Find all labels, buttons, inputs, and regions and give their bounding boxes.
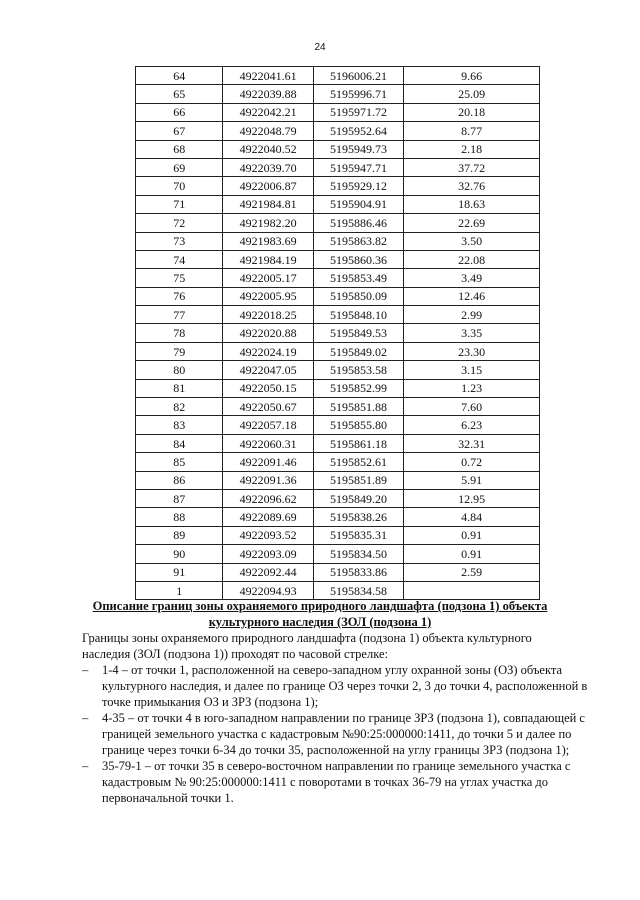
x-coordinate-cell: 4922047.05	[223, 361, 313, 379]
y-coordinate-cell: 5196006.21	[313, 67, 403, 85]
distance-cell: 23.30	[404, 342, 540, 360]
point-number-cell: 64	[136, 67, 223, 85]
point-number-cell: 89	[136, 526, 223, 544]
distance-cell: 22.69	[404, 214, 540, 232]
distance-cell: 25.09	[404, 85, 540, 103]
x-coordinate-cell: 4922092.44	[223, 563, 313, 581]
x-coordinate-cell: 4922005.17	[223, 269, 313, 287]
distance-cell: 4.84	[404, 508, 540, 526]
distance-cell: 3.50	[404, 232, 540, 250]
point-number-cell: 84	[136, 434, 223, 452]
coordinates-table-body	[136, 67, 540, 600]
distance-cell: 8.77	[404, 122, 540, 140]
point-number-cell: 79	[136, 342, 223, 360]
point-number-cell: 87	[136, 489, 223, 507]
table-row	[136, 214, 540, 232]
point-number-cell: 66	[136, 103, 223, 121]
distance-cell: 12.95	[404, 489, 540, 507]
y-coordinate-cell: 5195852.99	[313, 379, 403, 397]
section-heading-line-2: культурного наследия (ЗОЛ (подзона 1)	[208, 615, 432, 629]
y-coordinate-cell: 5195861.18	[313, 434, 403, 452]
point-number-cell: 77	[136, 306, 223, 324]
y-coordinate-cell: 5195853.49	[313, 269, 403, 287]
list-item-text: 1-4 – от точки 1, расположенной на северо-западном углу охранной зоны (ОЗ) объекта культурного наследия, и далее по границе ОЗ через точки 2, 3 до точки 4, расположенной в точке примыкания ОЗ и ЗРЗ (подзона 1);	[102, 663, 588, 709]
x-coordinate-cell: 4922005.95	[223, 287, 313, 305]
point-number-cell: 75	[136, 269, 223, 287]
x-coordinate-cell: 4921983.69	[223, 232, 313, 250]
y-coordinate-cell: 5195886.46	[313, 214, 403, 232]
distance-cell: 18.63	[404, 195, 540, 213]
distance-cell: 2.99	[404, 306, 540, 324]
table-row	[136, 416, 540, 434]
y-coordinate-cell: 5195863.82	[313, 232, 403, 250]
y-coordinate-cell: 5195852.61	[313, 453, 403, 471]
point-number-cell: 1	[136, 581, 223, 599]
list-item-text: 35-79-1 – от точки 35 в северо-восточном направлении по границе земельного участка с кадастровым № 90:25:000000:1411 с поворотами в точках 36-79 на углах участка до первоначальной точки 1.	[102, 759, 571, 805]
y-coordinate-cell: 5195848.10	[313, 306, 403, 324]
point-number-cell: 90	[136, 545, 223, 563]
x-coordinate-cell: 4922050.15	[223, 379, 313, 397]
point-number-cell: 67	[136, 122, 223, 140]
point-number-cell: 74	[136, 250, 223, 268]
table-row	[136, 342, 540, 360]
distance-cell: 9.66	[404, 67, 540, 85]
distance-cell: 22.08	[404, 250, 540, 268]
x-coordinate-cell: 4922041.61	[223, 67, 313, 85]
y-coordinate-cell: 5195851.88	[313, 398, 403, 416]
distance-cell: 12.46	[404, 287, 540, 305]
x-coordinate-cell: 4922020.88	[223, 324, 313, 342]
table-row	[136, 232, 540, 250]
page-number: 24	[314, 42, 326, 53]
y-coordinate-cell: 5195850.09	[313, 287, 403, 305]
distance-cell: 0.91	[404, 545, 540, 563]
table-row	[136, 269, 540, 287]
point-number-cell: 83	[136, 416, 223, 434]
y-coordinate-cell: 5195855.80	[313, 416, 403, 434]
point-number-cell: 73	[136, 232, 223, 250]
list-item-text: 4-35 – от точки 4 в юго-западном направлении по границе ЗРЗ (подзона 1), совпадающей с границей земельного участка с кадастровым №90:25:000000:1411, до точки 5 и далее по границе через точки 6-34 до точки 35, расположенной на углу границы ЗРЗ (подзона 1);	[102, 711, 585, 757]
table-row	[136, 545, 540, 563]
boundary-list	[82, 662, 590, 806]
point-number-cell: 80	[136, 361, 223, 379]
point-number-cell: 72	[136, 214, 223, 232]
table-row	[136, 140, 540, 158]
x-coordinate-cell: 4922096.62	[223, 489, 313, 507]
point-number-cell: 65	[136, 85, 223, 103]
distance-cell: 1.23	[404, 379, 540, 397]
x-coordinate-cell: 4922057.18	[223, 416, 313, 434]
table-row	[136, 158, 540, 176]
point-number-cell: 70	[136, 177, 223, 195]
x-coordinate-cell: 4922060.31	[223, 434, 313, 452]
table-row	[136, 306, 540, 324]
y-coordinate-cell: 5195849.02	[313, 342, 403, 360]
table-row	[136, 453, 540, 471]
point-number-cell: 82	[136, 398, 223, 416]
coordinates-table	[135, 66, 540, 600]
y-coordinate-cell: 5195849.53	[313, 324, 403, 342]
y-coordinate-cell: 5195835.31	[313, 526, 403, 544]
distance-cell: 5.91	[404, 471, 540, 489]
distance-cell: 3.15	[404, 361, 540, 379]
distance-cell: 7.60	[404, 398, 540, 416]
x-coordinate-cell: 4922024.19	[223, 342, 313, 360]
distance-cell: 6.23	[404, 416, 540, 434]
point-number-cell: 91	[136, 563, 223, 581]
y-coordinate-cell: 5195947.71	[313, 158, 403, 176]
table-row	[136, 398, 540, 416]
distance-cell: 2.59	[404, 563, 540, 581]
y-coordinate-cell: 5195833.86	[313, 563, 403, 581]
y-coordinate-cell: 5195849.20	[313, 489, 403, 507]
list-dash: –	[82, 711, 89, 725]
table-row	[136, 250, 540, 268]
distance-cell: 0.91	[404, 526, 540, 544]
distance-cell: 3.35	[404, 324, 540, 342]
table-row	[136, 471, 540, 489]
x-coordinate-cell: 4922091.36	[223, 471, 313, 489]
table-row	[136, 122, 540, 140]
y-coordinate-cell: 5195838.26	[313, 508, 403, 526]
x-coordinate-cell: 4922050.67	[223, 398, 313, 416]
list-dash: –	[82, 663, 89, 677]
table-row	[136, 177, 540, 195]
point-number-cell: 78	[136, 324, 223, 342]
distance-cell: 3.49	[404, 269, 540, 287]
table-row	[136, 526, 540, 544]
x-coordinate-cell: 4922042.21	[223, 103, 313, 121]
table-row	[136, 508, 540, 526]
list-item	[82, 662, 590, 710]
x-coordinate-cell: 4922039.70	[223, 158, 313, 176]
table-row	[136, 103, 540, 121]
x-coordinate-cell: 4922093.52	[223, 526, 313, 544]
y-coordinate-cell: 5195904.91	[313, 195, 403, 213]
list-item	[82, 758, 590, 806]
y-coordinate-cell: 5195860.36	[313, 250, 403, 268]
table-row	[136, 563, 540, 581]
y-coordinate-cell: 5195834.50	[313, 545, 403, 563]
x-coordinate-cell: 4922089.69	[223, 508, 313, 526]
x-coordinate-cell: 4921984.81	[223, 195, 313, 213]
point-number-cell: 81	[136, 379, 223, 397]
table-row	[136, 324, 540, 342]
x-coordinate-cell: 4922006.87	[223, 177, 313, 195]
point-number-cell: 86	[136, 471, 223, 489]
list-item	[82, 710, 590, 758]
y-coordinate-cell: 5195952.64	[313, 122, 403, 140]
table-row	[136, 287, 540, 305]
distance-cell: 32.76	[404, 177, 540, 195]
section-heading	[80, 598, 560, 630]
table-row	[136, 85, 540, 103]
y-coordinate-cell: 5195949.73	[313, 140, 403, 158]
point-number-cell: 69	[136, 158, 223, 176]
x-coordinate-cell: 4922048.79	[223, 122, 313, 140]
distance-cell: 37.72	[404, 158, 540, 176]
y-coordinate-cell: 5195929.12	[313, 177, 403, 195]
table-row	[136, 489, 540, 507]
x-coordinate-cell: 4921982.20	[223, 214, 313, 232]
point-number-cell: 76	[136, 287, 223, 305]
distance-cell: 2.18	[404, 140, 540, 158]
x-coordinate-cell: 4921984.19	[223, 250, 313, 268]
y-coordinate-cell: 5195996.71	[313, 85, 403, 103]
x-coordinate-cell: 4922039.88	[223, 85, 313, 103]
table-row	[136, 361, 540, 379]
x-coordinate-cell: 4922093.09	[223, 545, 313, 563]
intro-paragraph: Границы зоны охраняемого природного ландшафта (подзона 1) объекта культурного наследия (ЗОЛ (подзона 1)) проходят по часовой стрелке:	[82, 631, 532, 661]
y-coordinate-cell: 5195834.58	[313, 581, 403, 599]
y-coordinate-cell: 5195971.72	[313, 103, 403, 121]
y-coordinate-cell: 5195851.89	[313, 471, 403, 489]
table-row	[136, 434, 540, 452]
distance-cell: 20.18	[404, 103, 540, 121]
point-number-cell: 88	[136, 508, 223, 526]
point-number-cell: 85	[136, 453, 223, 471]
table-row	[136, 67, 540, 85]
table-row	[136, 379, 540, 397]
x-coordinate-cell: 4922091.46	[223, 453, 313, 471]
point-number-cell: 71	[136, 195, 223, 213]
x-coordinate-cell: 4922018.25	[223, 306, 313, 324]
x-coordinate-cell: 4922094.93	[223, 581, 313, 599]
distance-cell: 32.31	[404, 434, 540, 452]
table-row	[136, 195, 540, 213]
point-number-cell: 68	[136, 140, 223, 158]
y-coordinate-cell: 5195853.58	[313, 361, 403, 379]
x-coordinate-cell: 4922040.52	[223, 140, 313, 158]
section-heading-line-1: Описание границ зоны охраняемого природного ландшафта (подзона 1) объекта	[92, 599, 548, 613]
distance-cell: 0.72	[404, 453, 540, 471]
list-dash: –	[82, 759, 89, 773]
